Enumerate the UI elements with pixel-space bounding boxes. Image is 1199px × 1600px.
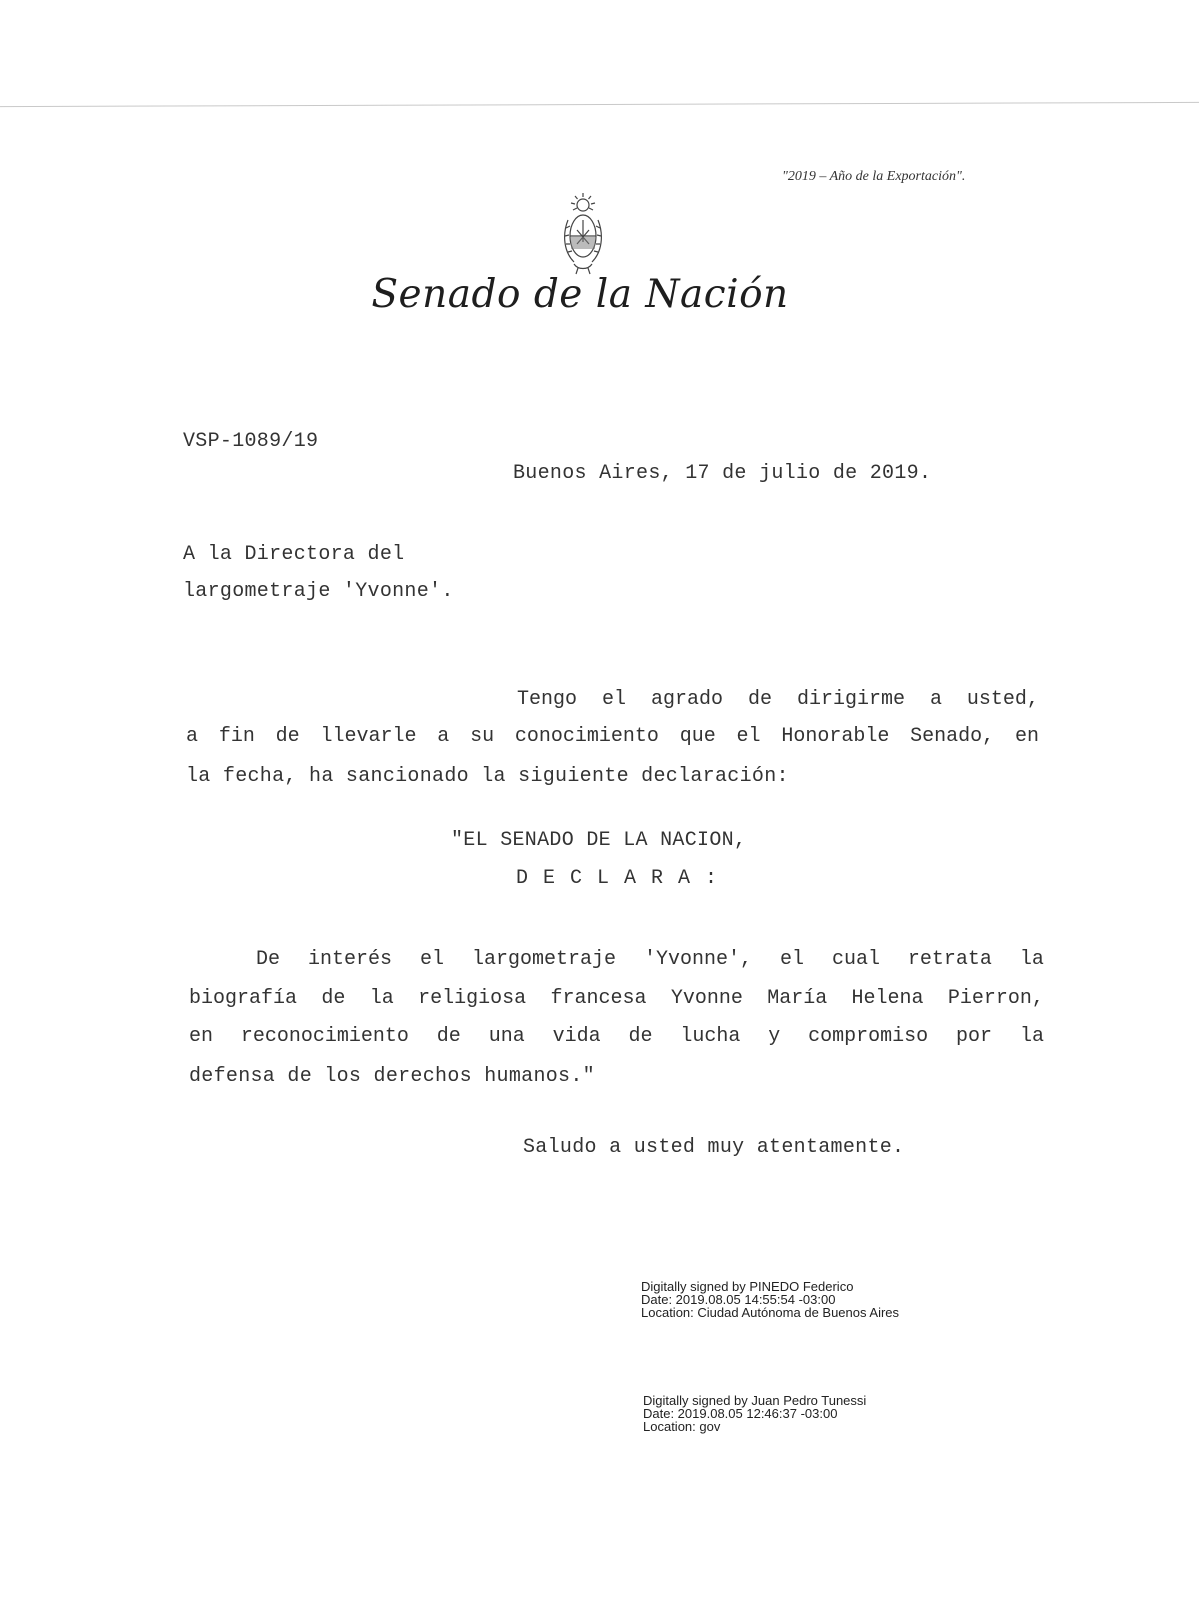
word: biografía xyxy=(189,987,298,1010)
word: compromiso xyxy=(808,1025,929,1048)
word: largometraje xyxy=(471,948,616,971)
word: a xyxy=(929,688,942,711)
word: de xyxy=(747,688,772,711)
word: en xyxy=(1014,725,1039,748)
word: su xyxy=(470,725,495,748)
word: agrado xyxy=(650,688,723,711)
word: 'Yvonne', xyxy=(643,948,752,971)
word: de xyxy=(436,1025,461,1048)
signature-location: Location: Ciudad Autónoma de Buenos Aires xyxy=(641,1305,900,1320)
recipient-line: largometraje 'Yvonne'. xyxy=(183,580,454,603)
word: a xyxy=(437,725,450,748)
signature-location: Location: gov xyxy=(643,1419,721,1434)
word: la xyxy=(369,987,394,1010)
word: Tengo xyxy=(517,688,578,711)
word: usted, xyxy=(966,688,1039,711)
intro-line xyxy=(517,688,1039,711)
word: dirigirme xyxy=(796,688,905,711)
declaration-body-line xyxy=(256,948,1044,971)
word: el xyxy=(779,948,804,971)
digital-signature-block xyxy=(643,1394,866,1433)
word: la xyxy=(1019,1025,1044,1048)
signature-date: Date: 2019.08.05 12:46:37 -03:00 xyxy=(643,1406,838,1421)
word: la xyxy=(1019,948,1044,971)
word: una xyxy=(488,1025,525,1048)
intro-line: la fecha, ha sancionado la siguiente declaración: xyxy=(186,765,789,788)
word: María xyxy=(767,987,828,1010)
page-edge-line xyxy=(0,102,1199,107)
word: francesa xyxy=(550,987,647,1010)
signature-signer: Digitally signed by Juan Pedro Tunessi xyxy=(643,1393,867,1408)
word: lucha xyxy=(680,1025,741,1048)
word: el xyxy=(601,688,626,711)
declaration-verb: DECLARA: xyxy=(516,867,733,890)
closing-line: Saludo a usted muy atentamente. xyxy=(523,1136,905,1159)
word: retrata xyxy=(907,948,992,971)
word: llevarle xyxy=(320,725,417,748)
declaration-heading: "EL SENADO DE LA NACION, xyxy=(451,829,747,852)
word: Honorable xyxy=(781,725,890,748)
declaration-body-line xyxy=(189,987,1044,1010)
word: el xyxy=(419,948,444,971)
word: Yvonne xyxy=(670,987,743,1010)
digital-signature-block xyxy=(641,1280,899,1319)
reference-number: VSP-1089/19 xyxy=(183,430,319,453)
word: vida xyxy=(552,1025,601,1048)
word: por xyxy=(956,1025,993,1048)
word: Helena xyxy=(851,987,924,1010)
word: en xyxy=(189,1025,214,1048)
word: de xyxy=(628,1025,653,1048)
word: que xyxy=(679,725,716,748)
word: y xyxy=(768,1025,781,1048)
word: Senado, xyxy=(910,725,995,748)
place-date: Buenos Aires, 17 de julio de 2019. xyxy=(513,462,932,485)
word: cual xyxy=(831,948,880,971)
word: Pierron, xyxy=(947,987,1044,1010)
signature-date: Date: 2019.08.05 14:55:54 -03:00 xyxy=(641,1292,836,1307)
recipient-line: A la Directora del xyxy=(183,543,405,566)
coat-of-arms-argentina-icon xyxy=(558,190,608,276)
word: de xyxy=(275,725,300,748)
word: religiosa xyxy=(418,987,527,1010)
declaration-body-line: defensa de los derechos humanos." xyxy=(189,1065,595,1088)
word: el xyxy=(736,725,761,748)
word: a xyxy=(186,725,199,748)
year-motto: "2019 – Año de la Exportación". xyxy=(782,169,966,184)
word: de xyxy=(321,987,346,1010)
word: conocimiento xyxy=(514,725,659,748)
word: De xyxy=(256,948,281,971)
institution-title: Senado de la Nación xyxy=(371,272,789,317)
word: fin xyxy=(218,725,255,748)
intro-line xyxy=(186,725,1039,748)
signature-signer: Digitally signed by PINEDO Federico xyxy=(641,1279,854,1294)
word: reconocimiento xyxy=(240,1025,409,1048)
word: interés xyxy=(307,948,392,971)
declaration-body-line xyxy=(189,1025,1044,1048)
